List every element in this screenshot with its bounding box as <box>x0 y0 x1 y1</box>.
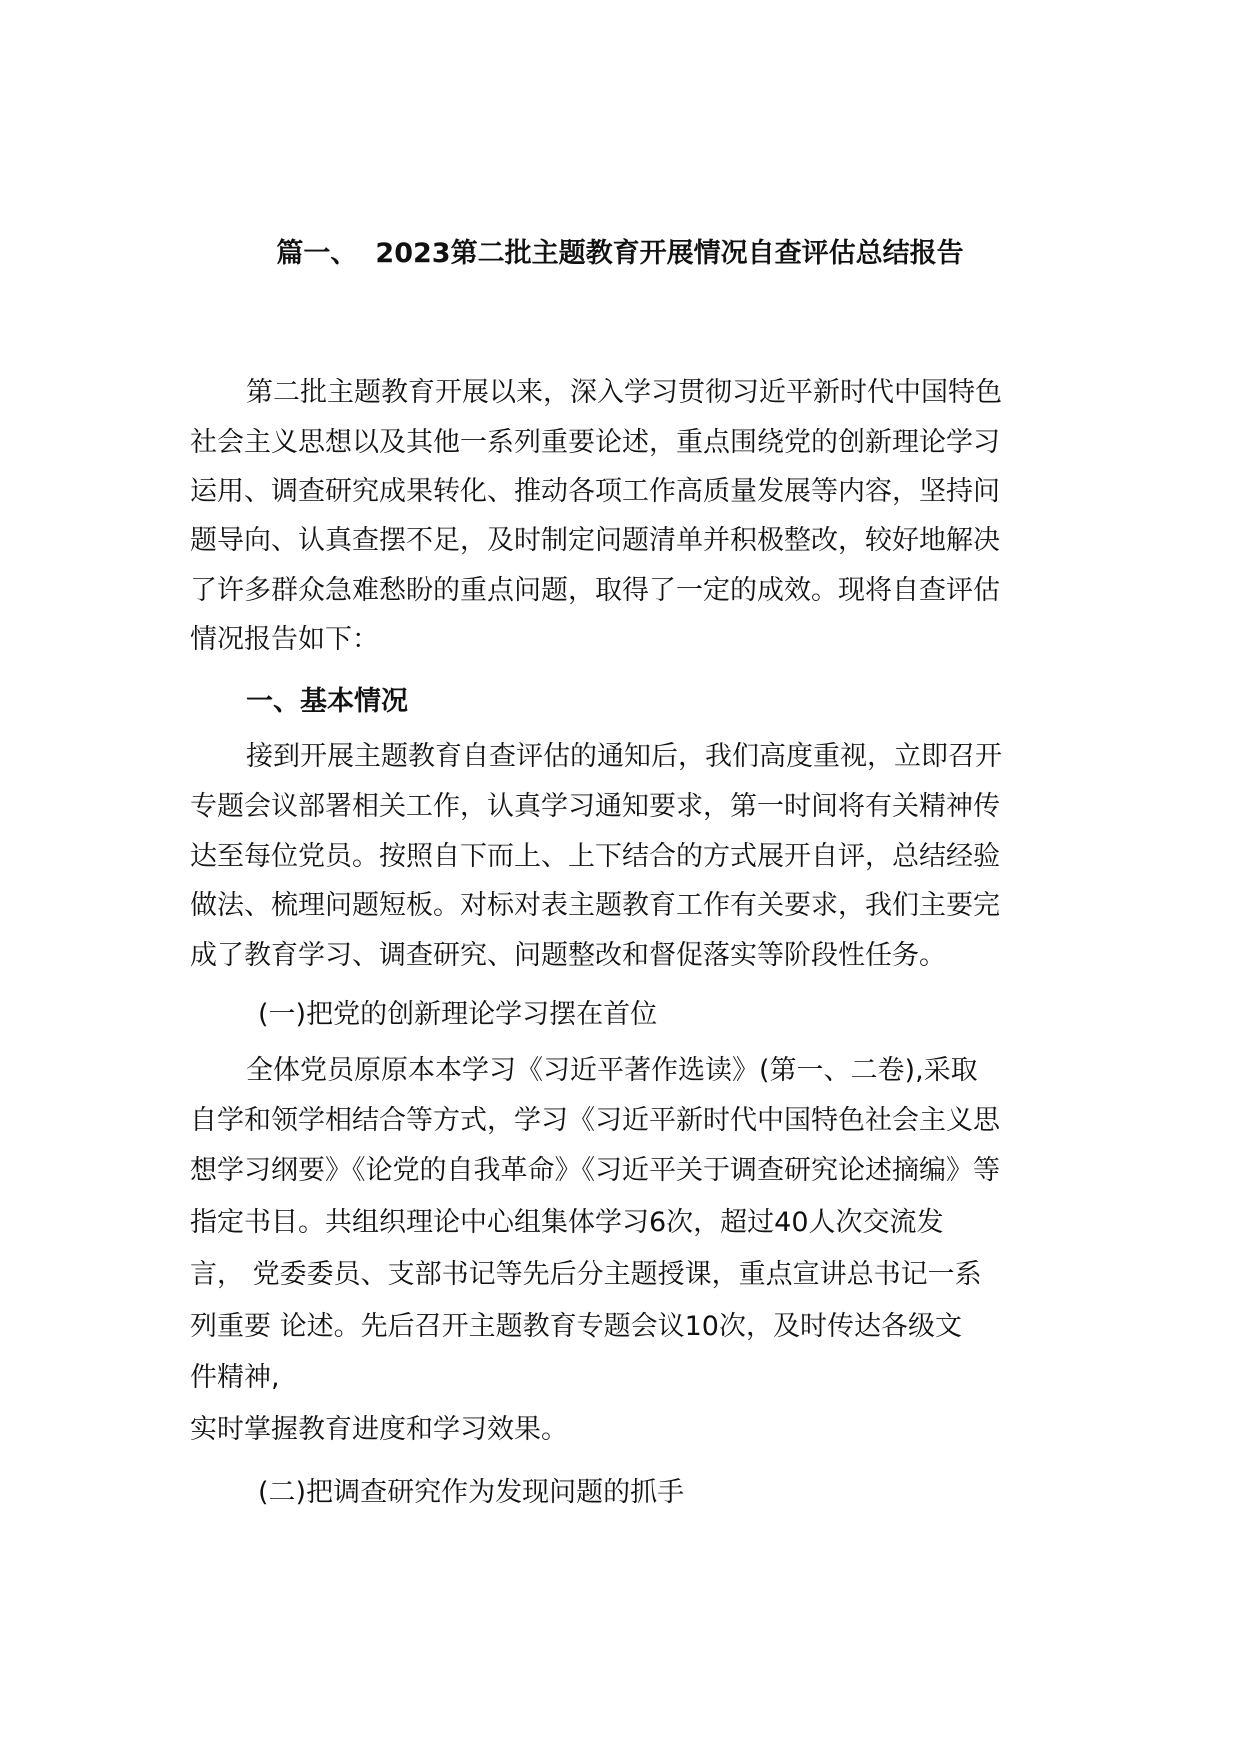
paragraph-line: 题导向、认真查摆不足，及时制定问题清单并积极整改，较好地解决 <box>190 525 1000 556</box>
paragraph-line: 了许多群众急难愁盼的重点问题，取得了一定的成效。现将自查评估 <box>190 575 1000 606</box>
paragraph-line: 指定书目。共组织理论中心组集体学习6次，超过40人次交流发 <box>190 1207 944 1238</box>
paragraph-line: 社会主义思想以及其他一系列重要论述，重点围绕党的创新理论学习 <box>190 427 1000 458</box>
paragraph-line: 全体党员原原本本学习《习近平著作选读》(第一、二卷),采取 <box>246 1055 978 1086</box>
paragraph-line: 成了教育学习、调查研究、问题整改和督促落实等阶段性任务。 <box>190 940 946 971</box>
subsection-heading: (一)把党的创新理论学习摆在首位 <box>258 999 658 1030</box>
document-title <box>0 236 1240 272</box>
paragraph-line: 接到开展主题教育自查评估的通知后，我们高度重视，立即召开 <box>246 741 1002 772</box>
paragraph-line: 列重要 论述。先后召开主题教育专题会议10次，及时传达各级文 <box>190 1311 962 1342</box>
paragraph-line: 达至每位党员。按照自下而上、上下结合的方式展开自评，总结经验 <box>190 841 1000 872</box>
paragraph-line: 运用、调查研究成果转化、推动各项工作高质量发展等内容，坚持问 <box>190 476 1000 507</box>
title-main: 2023第二批主题教育开展情况自查评估总结报告 <box>375 238 964 269</box>
paragraph-line: 件精神, <box>190 1362 280 1393</box>
title-prefix: 篇一、 <box>276 238 358 269</box>
paragraph-line: 自学和领学相结合等方式，学习《习近平新时代中国特色社会主义思 <box>190 1105 1000 1136</box>
paragraph-line: 言， 党委委员、支部书记等先后分主题授课，重点宣讲总书记一系 <box>190 1259 982 1290</box>
section-heading: 一、基本情况 <box>246 686 408 717</box>
paragraph-line: 做法、梳理问题短板。对标对表主题教育工作有关要求，我们主要完 <box>190 890 1000 921</box>
paragraph-line: 实时掌握教育进度和学习效果。 <box>190 1414 568 1445</box>
paragraph-line: 第二批主题教育开展以来，深入学习贯彻习近平新时代中国特色 <box>246 377 1002 408</box>
paragraph-line: 专题会议部署相关工作，认真学习通知要求，第一时间将有关精神传 <box>190 791 1000 822</box>
paragraph-line: 情况报告如下： <box>190 624 379 655</box>
paragraph-line: 想学习纲要》《论党的自我革命》《习近平关于调查研究论述摘编》等 <box>190 1155 1000 1186</box>
subsection-heading: (二)把调查研究作为发现问题的抓手 <box>258 1477 685 1508</box>
